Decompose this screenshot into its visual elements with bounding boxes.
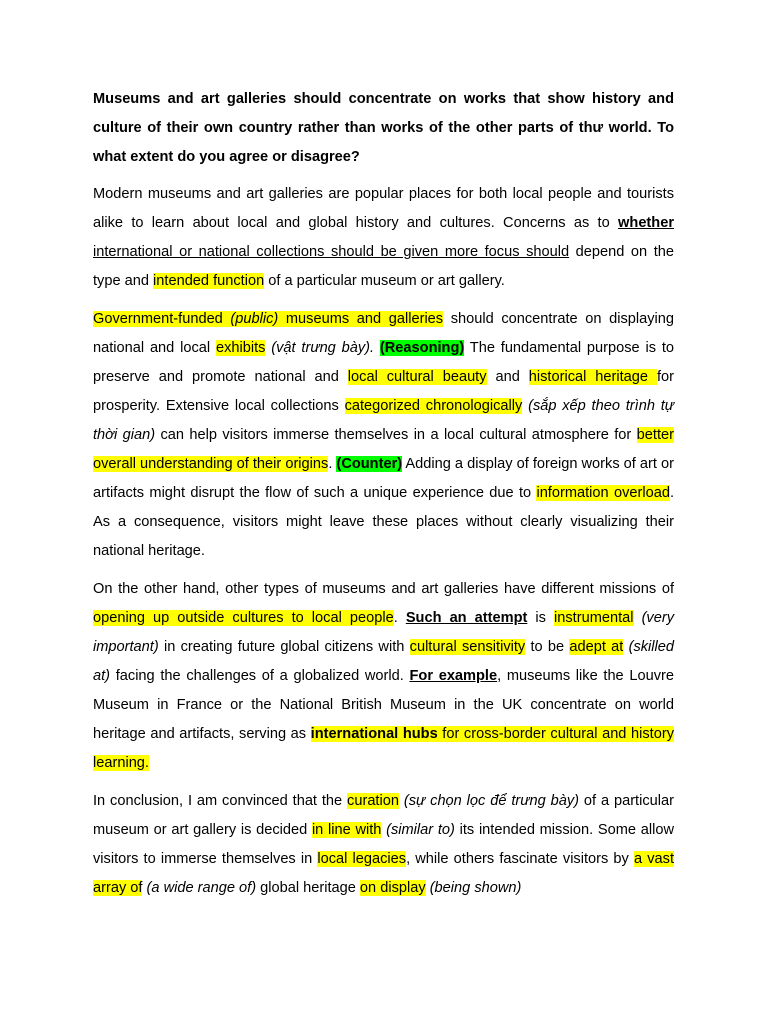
- such-an-attempt-underlined: Such an attempt: [405, 610, 528, 626]
- highlight-cross-border: for cross-border cultural and history learning.: [93, 726, 675, 771]
- body2-text: to be: [525, 639, 570, 655]
- highlight-government-funded: Government-funded: [93, 311, 231, 327]
- gloss-in-line-with: (similar to): [381, 822, 455, 838]
- gloss-curation-vn: (sự chọn lọc để trưng bày): [398, 793, 580, 809]
- highlight-local-cultural-beauty: local cultural beauty: [347, 369, 487, 385]
- for-example-underlined: For example: [409, 668, 498, 684]
- body1-text: The fundamental purpose is to preserve and promote national and: [93, 340, 674, 385]
- intro-text: Modern museums and art galleries are popular places for both local people and tourists alike to learn about local and global history and cultures. Concerns as to: [93, 186, 674, 231]
- whether-underlined: whether: [618, 215, 674, 231]
- body1-text: can help visitors immerse themselves in a local cultural atmosphere for: [155, 427, 637, 443]
- body-paragraph-2: [93, 575, 674, 778]
- highlight-better-understanding: better overall understanding of their origins: [93, 427, 674, 472]
- gloss-on-display: (being shown): [425, 880, 522, 896]
- conclusion-text: of a particular museum or art gallery is decided: [93, 793, 674, 838]
- highlight-international-hubs: international hubs: [310, 726, 438, 742]
- highlight-on-display: on display: [359, 880, 426, 896]
- conclusion-text: global heritage: [256, 880, 360, 896]
- body1-text: . As a consequence, visitors might leave these places without clearly visualizing their national heritage.: [93, 485, 675, 559]
- gloss-instrumental: (very important): [93, 610, 675, 655]
- body2-text: in creating future global citizens with: [158, 639, 410, 655]
- gloss-public: (public): [230, 311, 279, 327]
- tag-reasoning: (Reasoning): [379, 340, 465, 356]
- body2-text: , museums like the Louvre Museum in France or the National British Museum in the UK concentrate on world heritage and artifacts, serving as: [93, 668, 674, 742]
- highlight-categorized-chronologically: categorized chronologically: [344, 398, 523, 414]
- intro-text: depend on the type and: [93, 244, 675, 289]
- highlight-intended-function: intended function: [153, 273, 265, 289]
- conclusion-text: its intended mission. Some allow visitors to immerse themselves in: [93, 822, 674, 867]
- highlight-instrumental: instrumental: [554, 610, 634, 626]
- body2-text: .: [393, 610, 406, 626]
- intro-paragraph: [93, 180, 674, 296]
- body1-text: should concentrate on displaying national and local: [93, 311, 674, 356]
- highlight-cultural-sensitivity: cultural sensitivity: [409, 639, 526, 655]
- highlight-in-line-with: in line with: [311, 822, 382, 838]
- highlight-opening-up: opening up outside cultures to local people: [93, 610, 394, 626]
- essay-question: Museums and art galleries should concentrate on works that show history and culture of their own country rather than works of the other parts of thư world. To what extent do you agree or disagree?: [93, 91, 674, 165]
- body1-text: and: [486, 369, 529, 385]
- body1-text: Adding a display of foreign works of art or artifacts might disrupt the flow of such a unique experience due to: [93, 456, 674, 501]
- body1-text: .: [328, 456, 337, 472]
- highlight-adept-at: adept at: [569, 639, 624, 655]
- intro-text: of a particular museum or art gallery.: [264, 273, 505, 289]
- body1-text: for prosperity. Extensive local collections: [93, 369, 674, 414]
- body2-text: facing the challenges of a globalized world.: [110, 668, 410, 684]
- gloss-exhibits-vn: (vật trưng bày).: [265, 340, 375, 356]
- collections-underlined: international or national collections should be given more focus should: [93, 244, 570, 260]
- body-paragraph-1: [93, 305, 674, 566]
- highlight-museums-galleries: museums and galleries: [278, 311, 444, 327]
- highlight-information-overload: information overload: [536, 485, 670, 501]
- body2-text: is: [527, 610, 555, 626]
- conclusion-paragraph: [93, 787, 674, 903]
- gloss-categorized-vn: (sắp xếp theo trình tự thời gian): [93, 398, 675, 443]
- highlight-curation: curation: [347, 793, 399, 809]
- highlight-historical-heritage: historical heritage: [528, 369, 657, 385]
- highlight-vast-array: a vast array of: [93, 851, 674, 896]
- gloss-vast-array: (a wide range of): [142, 880, 257, 896]
- body2-text: On the other hand, other types of museums and art galleries have different missions of: [93, 581, 674, 597]
- highlight-local-legacies: local legacies: [317, 851, 407, 867]
- conclusion-text: , while others fascinate visitors by: [406, 851, 634, 867]
- gloss-adept-at: (skilled at): [93, 639, 675, 684]
- tag-counter: (Counter): [336, 456, 403, 472]
- highlight-exhibits: exhibits: [215, 340, 266, 356]
- conclusion-text: In conclusion, I am convinced that the: [93, 793, 348, 809]
